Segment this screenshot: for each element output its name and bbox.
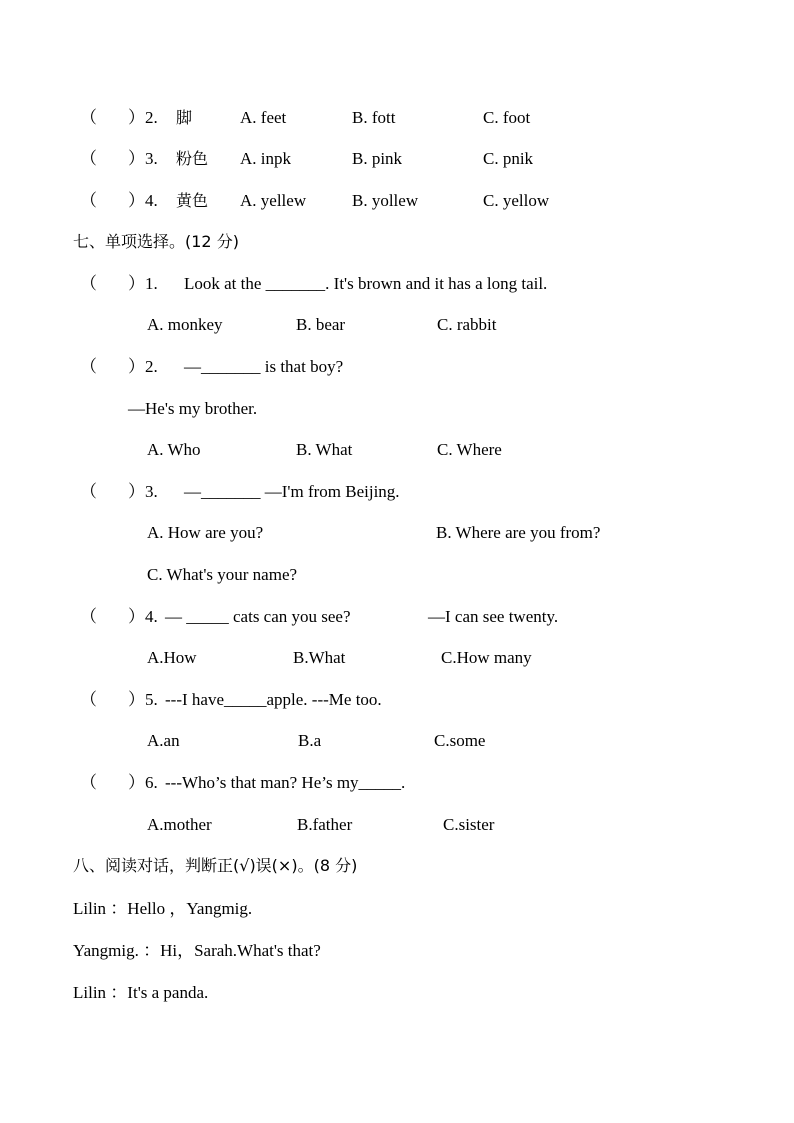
question-number: ）2. <box>128 357 158 376</box>
answer-line: —He's my brother. <box>128 399 258 418</box>
question-number: ）1. <box>128 274 158 293</box>
question-stem: ---Who’s that man? He’s my_____. <box>165 773 406 792</box>
option-a: A. yellew <box>240 191 307 210</box>
question-number: ）2. <box>128 108 158 127</box>
question-number: ）4. <box>128 191 158 210</box>
option-c: C. yellow <box>483 191 550 210</box>
dialogue-line: Lilin ：Hello ，Yangmig. <box>73 899 253 918</box>
option-a: A. How are you? <box>147 523 264 542</box>
question-number: ）6. <box>128 773 158 792</box>
option-b: B. bear <box>296 315 346 334</box>
option-a: A. monkey <box>147 315 223 334</box>
option-b: B.a <box>298 731 322 750</box>
option-c: C.How many <box>441 648 532 667</box>
reply-line: —I can see twenty. <box>428 607 559 626</box>
question-number: ）3. <box>128 482 158 501</box>
paren-open: （ <box>80 274 97 293</box>
option-c: C.sister <box>443 815 495 834</box>
option-b: B. Where are you from? <box>436 523 601 542</box>
option-c: C. Where <box>437 440 502 459</box>
chinese-word: 黄色 <box>176 191 209 210</box>
question-number: ）5. <box>128 690 158 709</box>
paren-open: （ <box>80 773 97 792</box>
paren-open: （ <box>80 357 97 376</box>
option-a: A.an <box>147 731 180 750</box>
section-7-title: 七、单项选择。(12 分) <box>73 232 239 251</box>
option-a: A. Who <box>147 440 201 459</box>
paren-open: （ <box>80 149 97 168</box>
dialogue-line: Yangmig. ：Hi，Sarah.What's that? <box>73 941 321 960</box>
question-stem: —_______ —I'm from Beijing. <box>184 482 400 501</box>
chinese-word: 粉色 <box>176 149 209 168</box>
dialogue-line: Lilin ：It's a panda. <box>73 983 209 1002</box>
option-c: C.some <box>434 731 486 750</box>
option-c: C. rabbit <box>437 315 497 334</box>
question-stem: ---I have_____apple. ---Me too. <box>165 690 382 709</box>
option-c: C. pnik <box>483 149 534 168</box>
option-b: B.What <box>293 648 346 667</box>
option-a: A. inpk <box>240 149 291 168</box>
question-stem: — _____ cats can you see? <box>165 607 351 626</box>
paren-open: （ <box>80 690 97 709</box>
option-a: A. feet <box>240 108 287 127</box>
option-b: B. What <box>296 440 353 459</box>
option-b: B. pink <box>352 149 403 168</box>
option-a: A.mother <box>147 815 212 834</box>
question-stem: Look at the _______. It's brown and it has a long tail. <box>184 274 548 293</box>
question-number: ）3. <box>128 149 158 168</box>
option-b: B.father <box>297 815 353 834</box>
paren-open: （ <box>80 482 97 501</box>
question-number: ）4. <box>128 607 158 626</box>
option-b: B. fott <box>352 108 396 127</box>
option-c: C. foot <box>483 108 531 127</box>
chinese-word: 脚 <box>176 108 193 127</box>
paren-open: （ <box>80 108 97 127</box>
option-b: B. yollew <box>352 191 419 210</box>
section-8-title: 八、阅读对话，判断正(√)误(×)。(8 分) <box>73 856 358 875</box>
question-stem: —_______ is that boy? <box>184 357 344 376</box>
paren-open: （ <box>80 191 97 210</box>
option-a: A.How <box>147 648 197 667</box>
paren-open: （ <box>80 607 97 626</box>
option-c: C. What's your name? <box>147 565 298 584</box>
